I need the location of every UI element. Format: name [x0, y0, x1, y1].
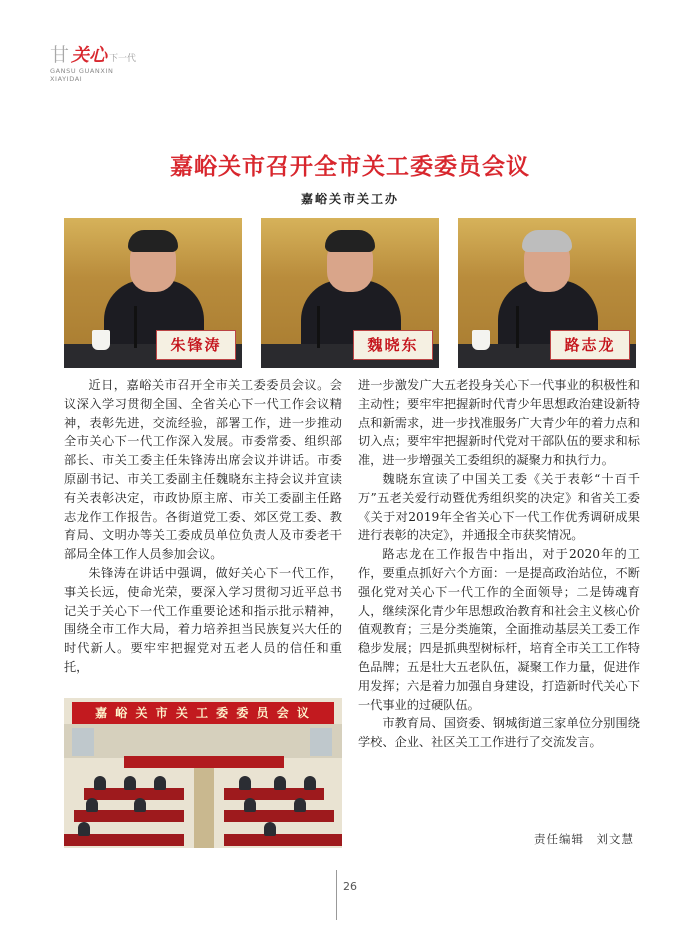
microphone: [134, 306, 137, 348]
logo-gan-char: 甘: [50, 44, 70, 66]
attendee: [94, 776, 106, 790]
paragraph: 朱锋涛在讲话中强调，做好关心下一代工作，事关长远，使命光荣，要深入学习贯彻习近平总书记关于关心下一代工作重要论述和指示批示精神，围绕全市工作大局，着力培养担当民族复兴大任的时代新人。要牢牢把握党对五老人员的信任和重托，: [64, 565, 342, 674]
photo-speaker-1: [64, 218, 242, 368]
responsible-editor: 责任编辑 刘文慧: [534, 832, 634, 846]
speaker-hair: [325, 230, 375, 252]
seat-row: [224, 834, 342, 846]
speaker-hair: [128, 230, 178, 252]
paragraph: 市教育局、国资委、钢城街道三家单位分别围绕学校、企业、社区关工工作进行了交流发言。: [358, 716, 640, 750]
attendee: [239, 776, 251, 790]
attendee: [86, 798, 98, 812]
window: [72, 728, 94, 756]
rostrum-table: [124, 756, 284, 768]
logo-guanxin: 关心: [71, 45, 108, 66]
attendee: [78, 822, 90, 836]
teacup: [92, 330, 110, 350]
attendee: [264, 822, 276, 836]
article-byline: 嘉峪关市关工办: [300, 192, 399, 206]
attendee: [274, 776, 286, 790]
photo-speaker-3: [458, 218, 636, 368]
paragraph: 进一步激发广大五老投身关心下一代事业的积极性和主动性；要牢牢把握新时代青少年思想政治建设新特点和新需求，进一步找准服务广大青少年的着力点和切入点；要牢牢把握新时代党对干部队伍的要求和标准，进一步增强关工委组织的凝聚力和执行力。: [358, 378, 640, 468]
attendee: [124, 776, 136, 790]
attendee: [294, 798, 306, 812]
aisle: [194, 768, 214, 848]
photo-speaker-2: [261, 218, 439, 368]
attendee: [244, 798, 256, 812]
article-title: 嘉峪关市召开全市关工委委员会议: [170, 154, 530, 180]
nameplate: 朱锋涛: [156, 330, 236, 360]
body-column-left: [64, 376, 342, 677]
meeting-banner: 嘉 峪 关 市 关 工 委 委 员 会 议: [72, 702, 334, 724]
page-divider: [336, 870, 337, 920]
magazine-logo: [50, 40, 160, 96]
paragraph: 近日，嘉峪关市召开全市关工委委员会议。会议深入学习贯彻全国、全省关心下一代工作会议精神，表彰先进，交流经验，部署工作，进一步推动全市关心下一代工作深入发展。市委常委、组织部部长、市关工委主任朱锋涛出席会议并讲话。市委原副书记、市关工委副主任魏晓东主持会议并宣读有关表彰决定，市政协原主席、市关工委副主任路志龙作工作报告。各街道党工委、郊区党工委、教育局、文明办等关工委成员单位负责人及市委老干部局全体工作人员参加会议。: [64, 378, 342, 562]
paragraph: 路志龙在工作报告中指出，对于2020年的工作，要重点抓好六个方面：一是提高政治站位，不断强化党对关心下一代工作的全面领导；二是铸魂育人，继续深化青少年思想政治教育和社会主义核心价值观教育；三是分类施策，全面推动基层关工委工作稳步发展；四是抓典型树标杆，培育全市关工工作特色品牌；五是壮大五老队伍，凝聚工作力量，促进作用发挥；六是着力加强自身建设，打造新时代关心下一代事业的过硬队伍。: [358, 547, 640, 712]
microphone: [317, 306, 320, 348]
logo-en-line1: GANSU GUANXIN: [50, 67, 114, 75]
paragraph: 魏晓东宣读了中国关工委《关于表彰“十百千万”五老关爱行动暨优秀组织奖的决定》和省关工委《关于对2019年全省关心下一代工作优秀调研成果进行表彰的决定》，并通报全市获奖情况。: [358, 471, 640, 543]
seat-row: [224, 810, 334, 822]
attendee: [134, 798, 146, 812]
attendee: [154, 776, 166, 790]
logo-xiayidai: 下一代: [109, 54, 137, 64]
speaker-hair: [522, 230, 572, 252]
nameplate: 路志龙: [550, 330, 630, 360]
teacup: [472, 330, 490, 350]
nameplate: 魏晓东: [353, 330, 433, 360]
body-column-right: [358, 376, 640, 752]
attendee: [304, 776, 316, 790]
page-number: 26: [343, 880, 357, 893]
window: [310, 728, 332, 756]
meeting-photo: [64, 698, 342, 848]
logo-en-line2: XIAYIDAI: [50, 75, 83, 83]
microphone: [516, 306, 519, 348]
hall-wall: [64, 724, 342, 758]
